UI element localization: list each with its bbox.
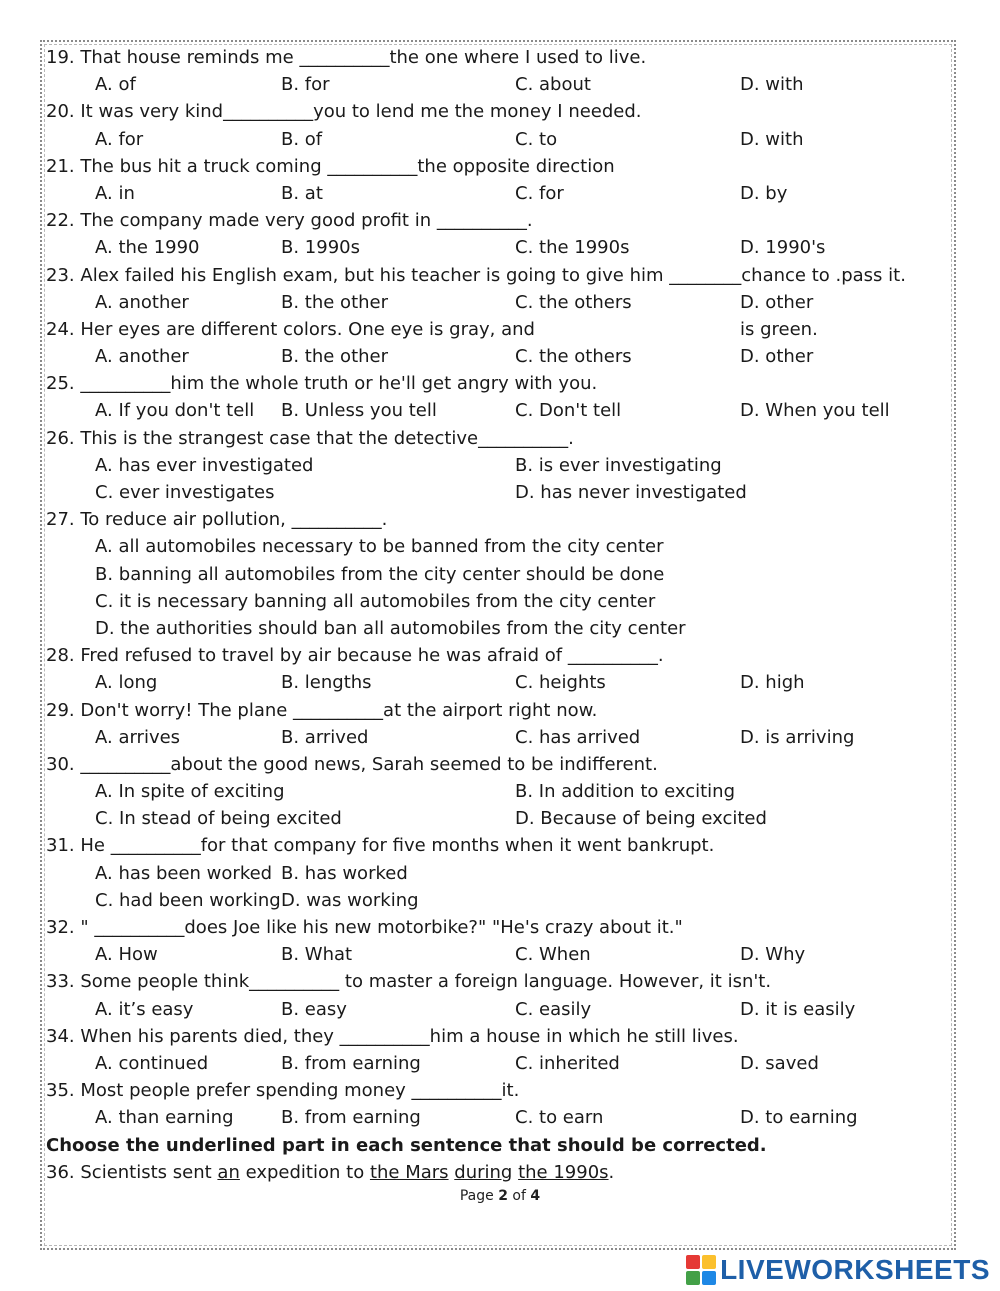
answer-option[interactable]: C. for (515, 182, 564, 204)
option-row (46, 805, 946, 832)
answer-option[interactable]: D. it is easily (740, 998, 856, 1020)
question-stem (46, 832, 946, 859)
answer-option[interactable]: B. What (281, 944, 353, 966)
option-row (46, 71, 946, 98)
option-row (46, 289, 946, 316)
section-instruction (46, 1132, 946, 1159)
question-stem (46, 968, 946, 995)
sentence-text: . (608, 1161, 615, 1183)
answer-option[interactable]: B. the other (281, 291, 389, 313)
option-row (46, 860, 946, 887)
question-stem-text: Fred refused to travel by air because he was afraid of __________. (80, 645, 664, 667)
logo-text: LIVEWORKSHEETS (720, 1254, 990, 1285)
question-number: 31. (46, 835, 75, 857)
answer-option[interactable]: B. the other (281, 346, 389, 368)
answer-option[interactable]: C. easily (515, 998, 592, 1020)
answer-option[interactable]: C. heights (515, 672, 606, 694)
question-stem (46, 207, 946, 234)
answer-option[interactable]: D. Why (740, 944, 806, 966)
question-stem-text: The bus hit a truck coming __________the opposite direction (80, 155, 615, 177)
answer-option[interactable]: D. is arriving (740, 726, 855, 748)
question-stem (46, 98, 946, 125)
answer-option[interactable]: B. at (281, 182, 323, 204)
question-stem (46, 751, 946, 778)
option-row (46, 669, 946, 696)
question-number: 26. (46, 427, 75, 449)
answer-option[interactable]: D. saved (740, 1052, 819, 1074)
answer-option[interactable]: C. When (515, 944, 591, 966)
answer-option[interactable]: A. If you don't tell (95, 400, 255, 422)
question-text (46, 700, 597, 721)
option-row (46, 615, 946, 642)
question-text (46, 156, 615, 177)
logo-mark-icon (686, 1255, 716, 1285)
question-number: 29. (46, 699, 75, 721)
question-text (46, 319, 535, 340)
option-row (46, 588, 946, 615)
answer-option[interactable]: C. inherited (515, 1052, 620, 1074)
answer-option[interactable]: B. from earning (281, 1052, 421, 1074)
answer-option[interactable]: A. all automobiles necessary to be banned from the city center (95, 536, 664, 558)
answer-option[interactable]: C. In stead of being excited (95, 808, 342, 830)
question-number: 27. (46, 509, 75, 531)
answer-option[interactable]: B. has worked (281, 862, 408, 884)
option-row (46, 561, 946, 588)
question-number: 30. (46, 753, 75, 775)
answer-option[interactable]: B. of (281, 128, 323, 150)
question-stem-tail: is green. (740, 318, 818, 340)
answer-option[interactable]: C. about (515, 74, 591, 96)
question-stem-text: It was very kind__________you to lend me the money I needed. (80, 101, 642, 123)
option-row (46, 724, 946, 751)
option-row (46, 126, 946, 153)
option-row (46, 452, 946, 479)
question-stem (46, 153, 946, 180)
question-list (46, 44, 946, 1186)
question-36 (46, 1159, 946, 1186)
option-row (46, 887, 946, 914)
answer-option[interactable]: A. has ever investigated (95, 454, 314, 476)
question-number: 21. (46, 155, 75, 177)
question-text (46, 971, 771, 992)
question-stem (46, 316, 946, 343)
footer-of-word: of (512, 1188, 526, 1204)
question-number: 24. (46, 318, 75, 340)
question-stem (46, 914, 946, 941)
instruction-text: Choose the underlined part in each sentence that should be corrected. (46, 1134, 767, 1156)
question-text (46, 509, 387, 530)
question-number: 19. (46, 47, 75, 68)
answer-option[interactable]: B. for (281, 74, 330, 96)
question-stem-text: Don't worry! The plane __________at the airport right now. (80, 699, 598, 721)
answer-option[interactable]: A. another (95, 346, 189, 368)
answer-option[interactable]: C. to (515, 128, 558, 150)
question-stem-text: The company made very good profit in __________. (80, 210, 533, 232)
sentence-text: Scientists sent (80, 1161, 218, 1183)
answer-option[interactable]: A. continued (95, 1052, 209, 1074)
option-row (46, 533, 946, 560)
answer-option[interactable]: D. has never investigated (515, 482, 747, 503)
answer-option[interactable]: B. arrived (281, 726, 369, 748)
question-text (46, 265, 906, 286)
footer-page-current: 2 (498, 1188, 508, 1204)
answer-option[interactable]: D. high (740, 672, 805, 694)
footer-page-word: Page (459, 1188, 494, 1204)
footer-page-total: 4 (530, 1188, 541, 1204)
question-stem (46, 642, 946, 669)
answer-option[interactable]: B. is ever investigating (515, 454, 722, 476)
answer-option[interactable]: A. arrives (95, 726, 181, 748)
answer-option[interactable]: D. Because of being excited (515, 808, 767, 830)
page-footer (0, 1188, 1000, 1204)
underlined-choice[interactable]: the 1990s (518, 1161, 609, 1183)
answer-option[interactable]: A. it’s easy (95, 998, 194, 1020)
answer-option[interactable]: C. had been working (95, 889, 281, 911)
answer-option[interactable]: B. banning all automobiles from the city center should be done (95, 563, 665, 585)
question-text (46, 428, 574, 449)
answer-option[interactable]: C. the 1990s (515, 237, 630, 259)
answer-option[interactable]: C. has arrived (515, 726, 641, 748)
question-number: 25. (46, 373, 75, 395)
question-text (46, 754, 658, 775)
question-stem (46, 1023, 946, 1050)
option-row (46, 343, 946, 370)
question-stem (46, 506, 946, 533)
answer-option[interactable]: D. When you tell (740, 400, 890, 422)
question-stem-text: To reduce air pollution, __________. (80, 509, 388, 531)
question-stem (46, 262, 946, 289)
question-number: 34. (46, 1025, 75, 1047)
answer-option[interactable]: A. for (95, 128, 144, 150)
option-row (46, 397, 946, 424)
answer-option[interactable]: C. the others (515, 346, 632, 368)
answer-option[interactable]: D. with (740, 128, 804, 150)
question-stem (46, 370, 946, 397)
question-stem-text: He __________for that company for five months when it went bankrupt. (80, 835, 715, 857)
logo-square-4 (702, 1271, 716, 1285)
logo-square-3 (686, 1271, 700, 1285)
option-row (46, 234, 946, 261)
question-text (46, 835, 714, 856)
question-stem-text: Most people prefer spending money __________it. (80, 1080, 520, 1102)
answer-option[interactable]: D. was working (281, 889, 419, 911)
option-row (46, 1050, 946, 1077)
answer-option[interactable]: C. the others (515, 291, 632, 313)
answer-option[interactable]: A. of (95, 74, 136, 96)
answer-option[interactable]: D. the authorities should ban all automobiles from the city center (95, 617, 686, 639)
option-row (46, 180, 946, 207)
question-text (46, 1080, 519, 1101)
option-row (46, 479, 946, 506)
answer-option[interactable]: B. 1990s (281, 237, 360, 259)
question-number: 32. (46, 917, 75, 938)
question-number: 28. (46, 645, 75, 667)
question-number: 22. (46, 210, 75, 232)
answer-option[interactable]: D. other (740, 346, 814, 368)
question-number: 35. (46, 1080, 75, 1102)
logo-square-1 (686, 1255, 700, 1269)
option-row (46, 1104, 946, 1131)
question-stem (46, 697, 946, 724)
question-text (46, 917, 683, 938)
answer-option[interactable]: D. with (740, 74, 804, 96)
question-number: 20. (46, 101, 75, 123)
question-stem-text: __________about the good news, Sarah seemed to be indifferent. (80, 753, 658, 775)
question-number: 23. (46, 264, 75, 286)
question-text (46, 210, 533, 231)
answer-option[interactable]: C. it is necessary banning all automobiles from the city center (95, 590, 656, 612)
question-text (46, 645, 664, 666)
question-text (46, 101, 642, 122)
answer-option[interactable]: A. long (95, 672, 158, 694)
underlined-choice[interactable]: the Mars (369, 1161, 449, 1183)
question-stem (46, 425, 946, 452)
sentence-text: expedition to (239, 1161, 370, 1183)
question-stem-text: That house reminds me __________the one where I used to live. (80, 47, 647, 68)
question-stem-text: Her eyes are different colors. One eye is gray, and (80, 318, 535, 340)
answer-option[interactable]: B. In addition to exciting (515, 781, 735, 803)
question-number: 33. (46, 971, 75, 993)
liveworksheets-logo (686, 1254, 990, 1286)
question-stem-text: Some people think__________ to master a foreign language. However, it isn't. (80, 971, 772, 993)
question-text (46, 47, 646, 68)
answer-option[interactable]: A. another (95, 291, 189, 313)
answer-option[interactable]: B. easy (281, 998, 347, 1020)
answer-option[interactable]: B. from earning (281, 1107, 421, 1129)
question-stem-text: When his parents died, they __________him a house in which he still lives. (80, 1025, 739, 1047)
answer-option[interactable]: D. 1990's (740, 237, 826, 259)
answer-option[interactable]: A. has been worked (95, 862, 273, 884)
answer-option[interactable]: D. by (740, 182, 788, 204)
answer-option[interactable]: B. lengths (281, 672, 372, 694)
question-stem (46, 1077, 946, 1104)
option-row (46, 996, 946, 1023)
answer-option[interactable]: A. in (95, 182, 135, 204)
answer-option[interactable]: A. How (95, 944, 158, 966)
question-stem-text: Alex failed his English exam, but his teacher is going to give him ________chance to .pass it. (80, 264, 906, 286)
logo-square-2 (702, 1255, 716, 1269)
answer-option[interactable]: B. Unless you tell (281, 400, 437, 422)
answer-option[interactable]: A. the 1990 (95, 237, 200, 259)
answer-option[interactable]: D. to earning (740, 1107, 858, 1129)
question-text (46, 373, 597, 394)
question-stem-text: __________him the whole truth or he'll get angry with you. (80, 373, 598, 395)
option-row (46, 941, 946, 968)
question-stem (46, 44, 946, 71)
question-number: 36. (46, 1161, 75, 1183)
underlined-choice[interactable]: an (217, 1161, 240, 1183)
option-row (46, 778, 946, 805)
answer-option[interactable]: A. In spite of exciting (95, 781, 285, 803)
underlined-choice[interactable]: during (454, 1161, 513, 1183)
question-text (46, 1026, 739, 1047)
answer-option[interactable]: C. ever investigates (95, 482, 275, 503)
answer-option[interactable]: C. Don't tell (515, 400, 622, 422)
answer-option[interactable]: D. other (740, 291, 814, 313)
answer-option[interactable]: A. than earning (95, 1107, 234, 1129)
answer-option[interactable]: C. to earn (515, 1107, 604, 1129)
question-stem-text: This is the strangest case that the detective__________. (80, 427, 574, 449)
question-stem-text: " __________does Joe like his new motorbike?" "He's crazy about it." (80, 917, 683, 938)
